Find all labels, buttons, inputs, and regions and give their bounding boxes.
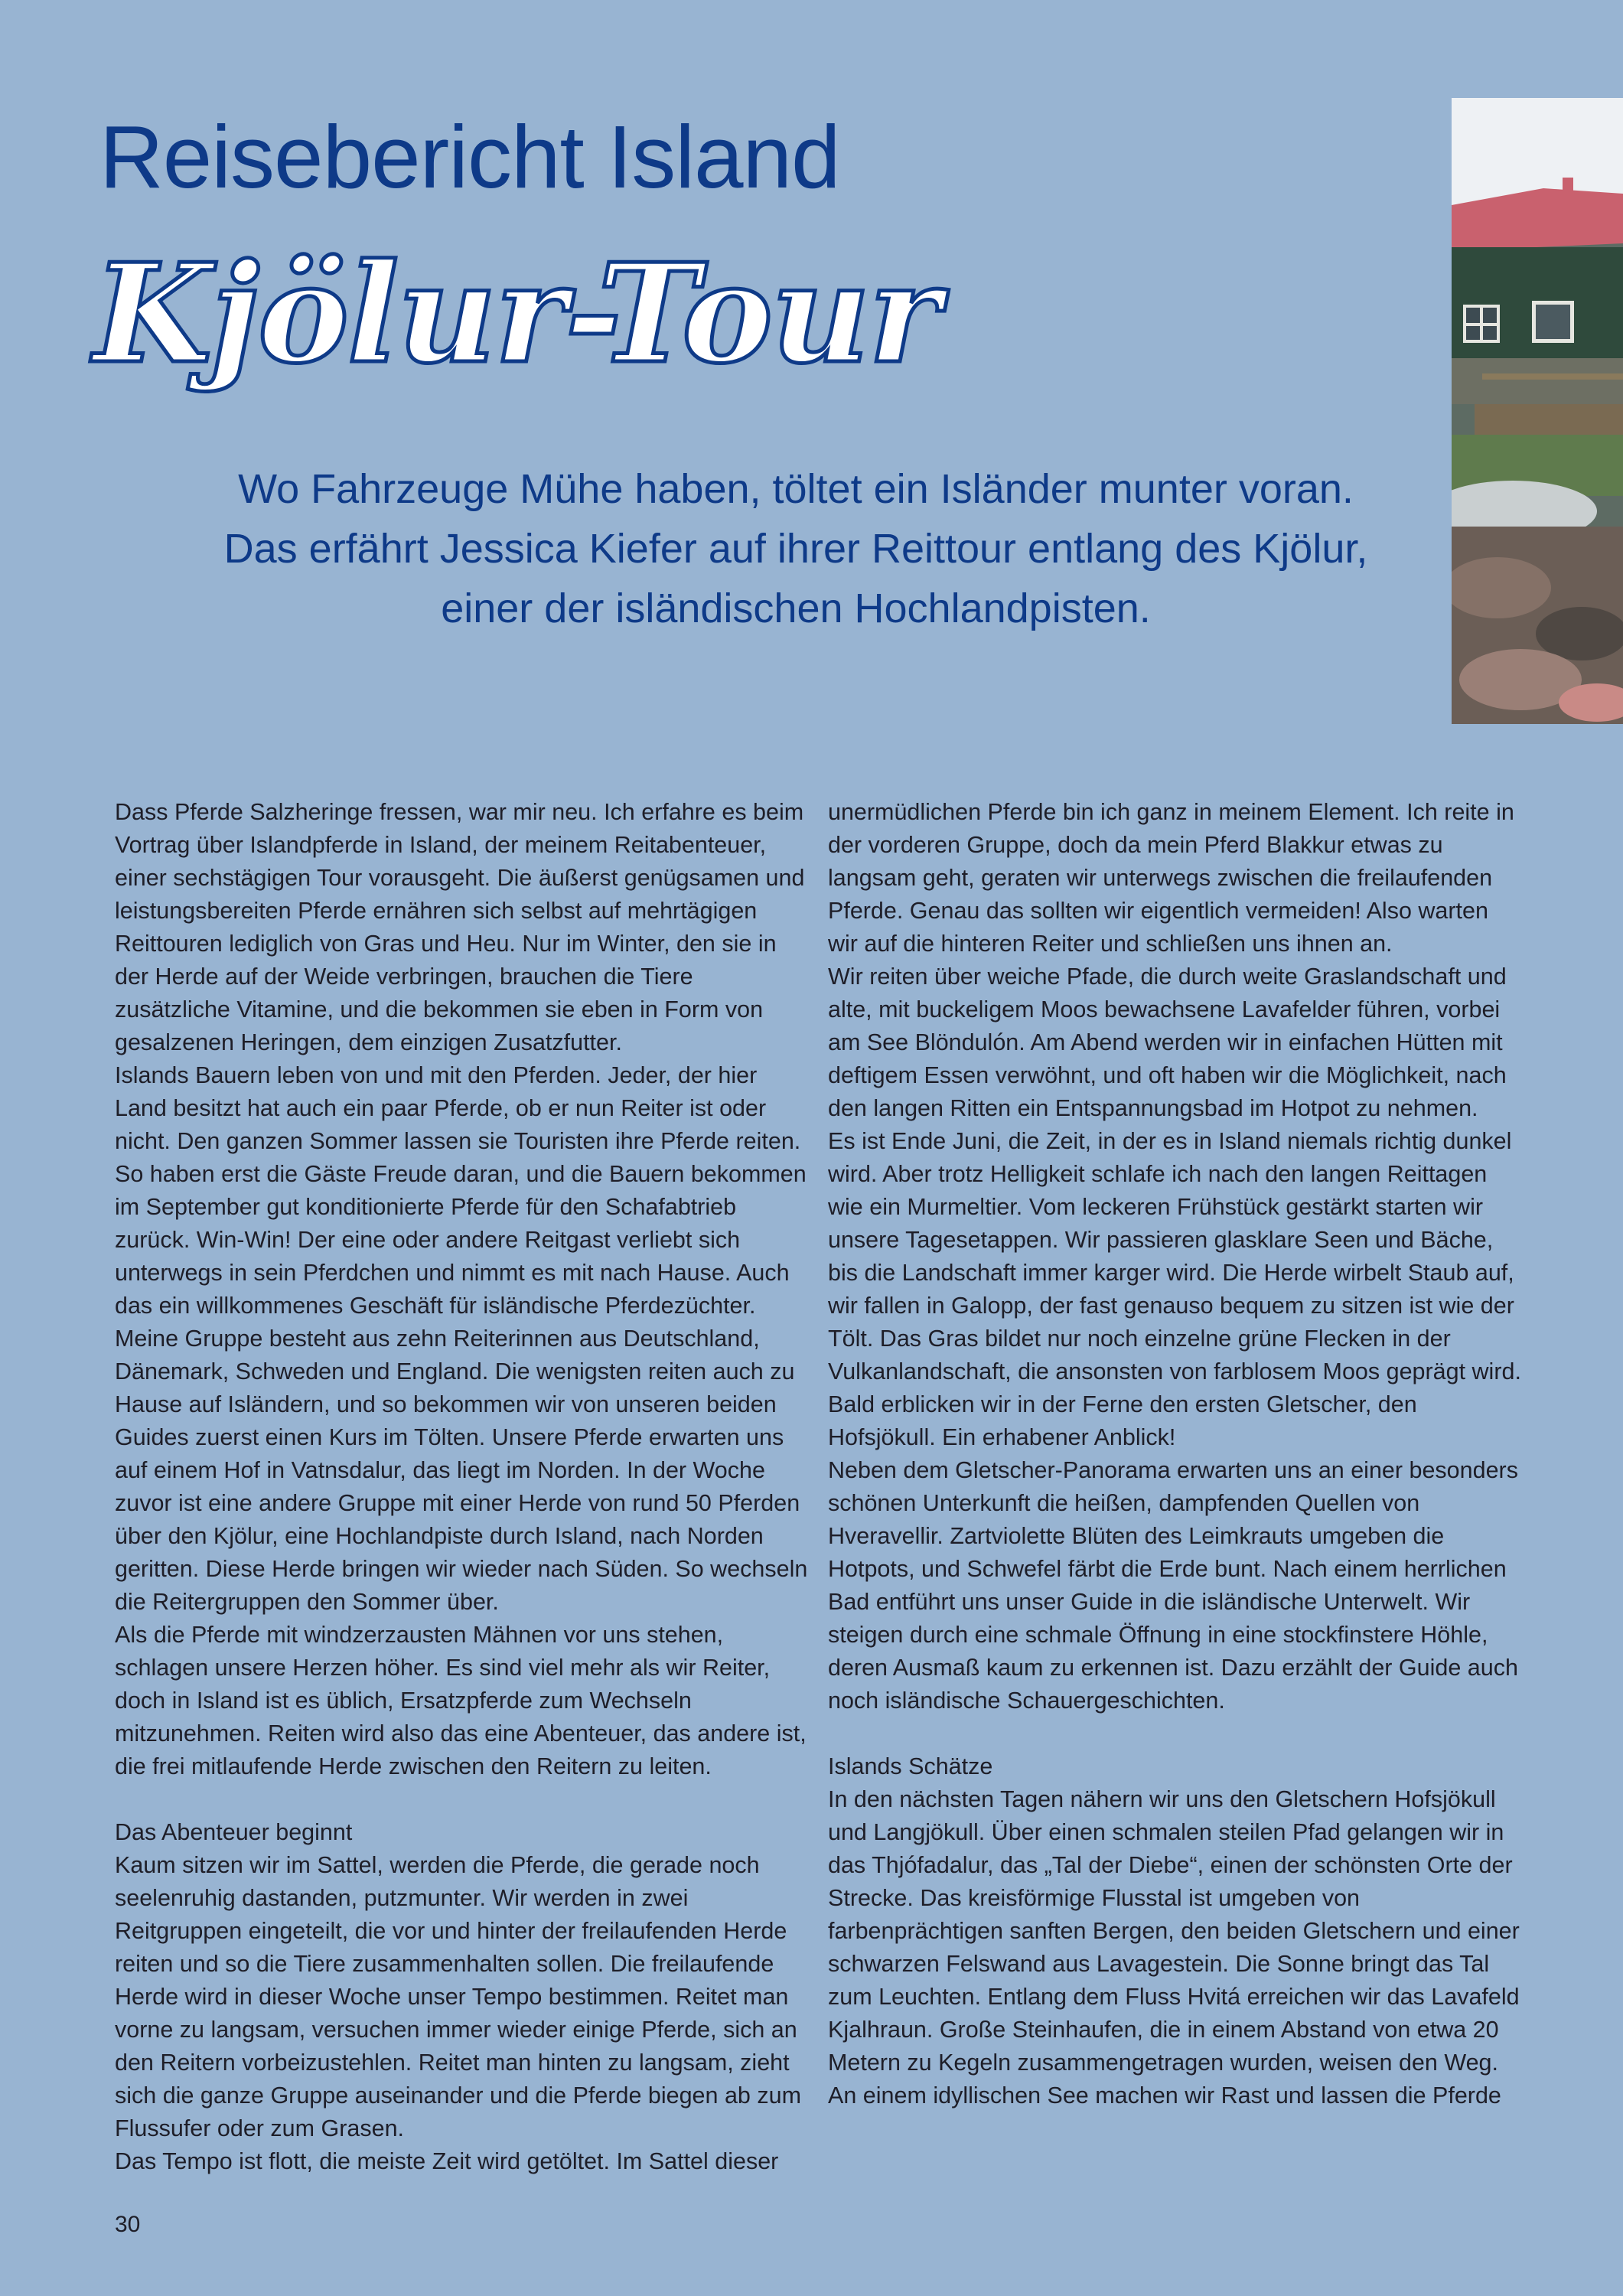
section-heading: Das Abenteuer beginnt xyxy=(115,1819,353,1845)
paragraph: Kaum sitzen wir im Sattel, werden die Pferde, die gerade noch seelenruhig dastanden, putzmunter. Wir werden in zwei Reitgruppen eingeteilt, die vor und hinter der freilaufenden Herde reiten und so die Tiere zusammenhalten sollen. Die freilaufende Herde wird in dieser Woche unser Tempo bestimmen. Reitet man vorne zu langsam, versuchen immer wieder einige Pferde, sich an den Reitern vorbeizustehlen. Reitet man hinten zu langsam, zieht sich die ganze Gruppe auseinander und die Pferde biegen ab zum Flussufer oder zum Grasen. xyxy=(115,1852,801,2141)
paragraph: In den nächsten Tagen nähern wir uns den Gletschern Hofsjökull und Langjökull. Über einen schmalen steilen Pfad gelangen wir in das Thjófadalur, das „Tal der Diebe“, einen der schönsten Orte der Strecke. Das kreisförmige Flusstal ist umgeben von farbenprächtigen sanften Bergen, den beiden Gletschern und einer schwarzen Felswand aus Lavagestein. Die Sonne bringt das Tal zum Leuchten. Entlang dem Fluss Hvitá erreichen wir das Lavafeld Kjalhraun. Große Steinhaufen, die in einem Abstand von etwa 20 Metern zu Kegeln zusammengetragen wurden, weisen den Weg. xyxy=(828,1786,1520,2076)
article-headline: Kjölur-Tour xyxy=(93,233,940,393)
paragraph: Wir reiten über weiche Pfade, die durch weite Graslandschaft und alte, mit buckeligem Moos bewachsene Lavafelder führen, vorbei am See Blöndulón. Am Abend werden wir in einfachen Hütten mit deftigem Essen verwöhnt, und oft haben wir die Möglichkeit, nach den langen Ritten ein Entspannungsbad im Hotpot zu nehmen. xyxy=(828,964,1507,1121)
paragraph: Dass Pferde Salzheringe fressen, war mir neu. Ich erfahre es beim Vortrag über Islandpferde in Island, der meinem Reitabenteuer, einer sechstägigen Tour vorausgeht. Die äußerst genügsamen und leistungsbereiten Pferde ernähren sich selbst auf mehrtägigen Reittouren lediglich von Gras und Heu. Nur im Winter, den sie in der Herde auf der Weide verbringen, brauchen die Tiere zusätzliche Vitamine, und die bekommen sie eben in Form von gesalzenen Heringen, dem einzigen Zusatzfutter. xyxy=(115,799,805,1055)
header-photo-strip xyxy=(1452,98,1623,724)
paragraph: Das Tempo ist flott, die meiste Zeit wird getöltet. Im Sattel dieser xyxy=(115,2148,779,2174)
paragraph: Neben dem Gletscher-Panorama erwarten uns an einer besonders schönen Unterkunft die heißen, dampfenden Quellen von Hveravellir. Zartviolette Blüten des Leimkrauts umgeben die Hotpots, und Schwefel färbt die Erde bunt. Nach einem herrlichen Bad entführt uns unser Guide in die isländische Unterwelt. Wir steigen durch eine schmale Öffnung in eine stockfinstere Höhle, deren Ausmaß kaum zu erkennen ist. Dazu erzählt der Guide auch noch isländische Schauergeschichten. xyxy=(828,1457,1518,1714)
paragraph: unermüdlichen Pferde bin ich ganz in meinem Element. Ich reite in der vorderen Gruppe, doch da mein Pferd Blakkur etwas zu langsam geht, geraten wir unterwegs zwischen die freilaufenden Pferde. Genau das sollten wir eigentlich vermeiden! Also warten wir auf die hinteren Reiter und schließen uns ihnen an. xyxy=(828,799,1514,957)
paragraph: Es ist Ende Juni, die Zeit, in der es in Island niemals richtig dunkel wird. Aber trotz Helligkeit schlafe ich nach den langen Reittagen wie ein Murmeltier. Vom leckeren Frühstück gestärkt starten wir unsere Tagesetappen. Wir passieren glasklare Seen und Bäche, bis die Landschaft immer karger wird. Die Herde wirbelt Staub auf, wir fallen in Galopp, der fast genauso bequem zu sitzen ist wie der Tölt. Das Gras bildet nur noch einzelne grüne Flecken in der Vulkanlandschaft, die ansonsten von farblosem Moos geprägt wird. Bald erblicken wir in der Ferne den ersten Gletscher, den Hofsjökull. Ein erhabener Anblick! xyxy=(828,1128,1521,1450)
article-column-right xyxy=(828,796,1521,2112)
page-number: 30 xyxy=(115,2212,141,2237)
lead-paragraph: Wo Fahrzeuge Mühe haben, töltet ein Isländer munter voran. Das erfährt Jessica Kiefer auf ihrer Reittour entlang des Kjölur, einer der isländischen Hochlandpisten. xyxy=(223,466,1368,631)
paragraph: Islands Bauern leben von und mit den Pferden. Jeder, der hier Land besitzt hat auch ein paar Pferde, ob er nun Reiter ist oder nicht. Den ganzen Sommer lassen sie Touristen ihre Pferde reiten. So haben erst die Gäste Freude daran, und die Bauern bekommen im September gut konditionierte Pferde für den Schafabtrieb zurück. Win-Win! Der eine oder andere Reitgast verliebt sich unterwegs in sein Pferdchen und nimmt es mit nach Hause. Auch das ein willkommenes Geschäft für isländische Pferdezüchter. xyxy=(115,1062,807,1319)
paragraph: Als die Pferde mit windzerzausten Mähnen vor uns stehen, schlagen unsere Herzen höher. Es sind viel mehr als wir Reiter, doch in Island ist es üblich, Ersatzpferde zum Wechseln mitzunehmen. Reiten wird also das eine Abenteuer, das andere ist, die frei mitlaufende Herde zwischen den Reitern zu leiten. xyxy=(115,1622,807,1779)
article-column-left xyxy=(115,796,808,2178)
paragraph: An einem idyllischen See machen wir Rast und lassen die Pferde xyxy=(828,2082,1501,2108)
farmhouse-photo xyxy=(1452,98,1623,724)
section-heading: Islands Schätze xyxy=(828,1753,993,1779)
page-title: Reisebericht Island xyxy=(99,107,840,207)
paragraph: Meine Gruppe besteht aus zehn Reiterinnen aus Deutschland, Dänemark, Schweden und England. Die wenigsten reiten auch zu Hause auf Isländern, und so bekommen wir von unseren beiden Guides zuerst einen Kurs im Tölten. Unsere Pferde erwarten uns auf einem Hof in Vatnsdalur, das liegt im Norden. In der Woche zuvor ist eine andere Gruppe mit einer Herde von rund 50 Pferden über den Kjölur, eine Hochlandpiste durch Island, nach Norden geritten. Diese Herde bringen wir wieder nach Süden. So wechseln die Reitergruppen den Sommer über. xyxy=(115,1326,808,1615)
